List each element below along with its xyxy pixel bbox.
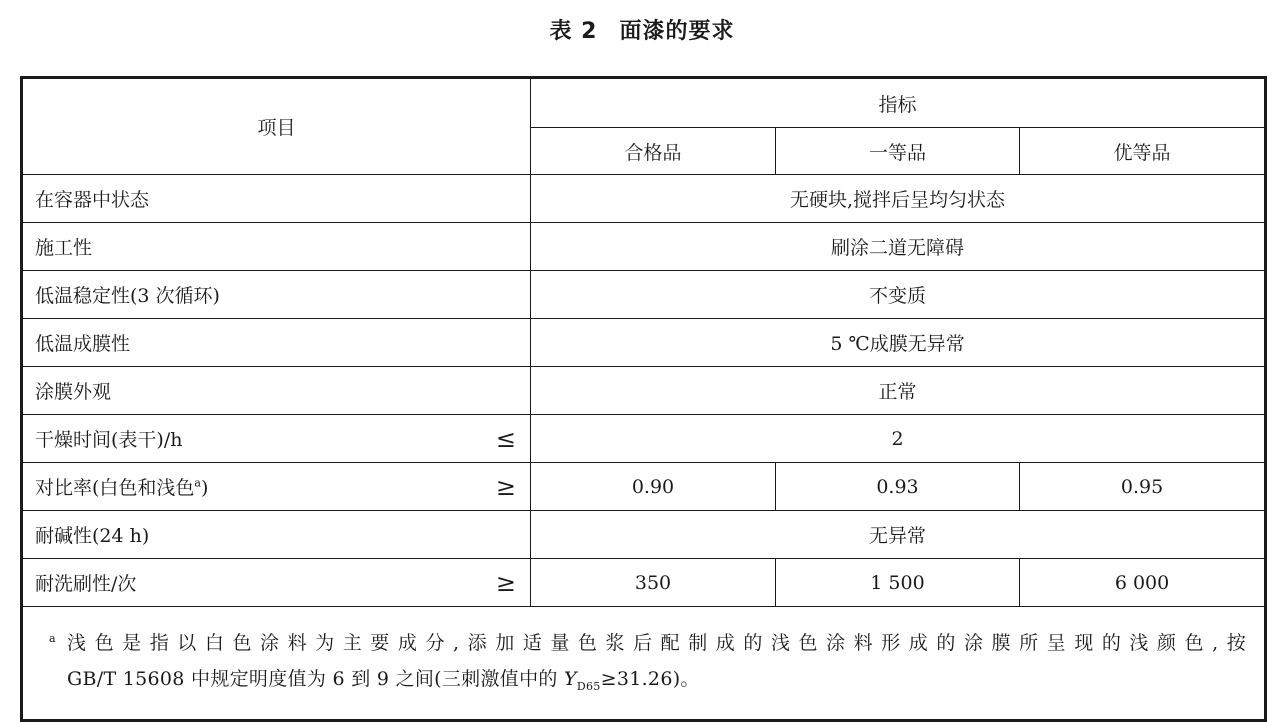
row-item-label: 干燥时间(表干)/h [35,429,183,451]
row-item-label: 低温稳定性(3 次循环) [35,285,220,307]
greater-equal-symbol: ≥ [495,568,516,597]
row-value-merged: 刷涂二道无障碍 [531,223,1266,271]
table-row [22,463,1266,511]
table-row [22,223,1266,271]
requirements-table [20,76,1267,722]
footnote-row [22,607,1266,721]
table-row [22,511,1266,559]
row-item-label: 在容器中状态 [35,189,150,211]
row-value-qualified: 350 [531,559,776,607]
row-item [22,319,531,367]
table-row [22,559,1266,607]
row-value-merged: 正常 [531,367,1266,415]
y-subscript: D65 [576,679,601,693]
row-item-label: 低温成膜性 [35,333,131,355]
table-row [22,415,1266,463]
footnote-ref: a [194,476,201,490]
y-symbol: Y [564,668,577,691]
row-item [22,175,531,223]
less-equal-symbol: ≤ [495,424,516,453]
row-value-first: 1 500 [776,559,1020,607]
row-item [22,367,531,415]
row-value-merged: 无硬块,搅拌后呈均匀状态 [531,175,1266,223]
row-value-superior: 0.95 [1020,463,1266,511]
footnote-line-2: GB/T 15608 中规定明度值为 6 到 9 之间(三刺激值中的 $Y_{D65}\ge 31.26$)。 [67,668,700,693]
row-item-label: 对比率(白色和浅色$^a$) [35,476,209,499]
row-value-superior: 6 000 [1020,559,1266,607]
header-grade-qualified: 合格品 [531,128,776,175]
row-value-merged: 5 ℃成膜无异常 [531,319,1266,367]
row-item [22,415,531,463]
table-row [22,175,1266,223]
footnote [22,607,1266,721]
row-value-qualified: 0.90 [531,463,776,511]
row-item-label: 耐碱性(24 h) [35,525,150,547]
row-value-first: 0.93 [776,463,1020,511]
table-caption: 面漆的要求 [619,19,735,44]
row-item-label: 施工性 [35,237,93,259]
header-grade-first: 一等品 [776,128,1020,175]
row-item-label: 耐洗刷性/次 [35,573,137,595]
row-value-merged: 2 [531,415,1266,463]
row-item [22,463,531,511]
table-row [22,271,1266,319]
footnote-mark: a [49,632,56,645]
table-number: 表 2 [549,19,598,44]
header-grade-superior: 优等品 [1020,128,1266,175]
row-value-merged: 不变质 [531,271,1266,319]
row-item [22,559,531,607]
table-row [22,367,1266,415]
footnote-line-1: 浅色是指以白色涂料为主要成分,添加适量色浆后配制成的浅色涂料形成的涂膜所呈现的浅颜色,按 [67,632,1247,655]
row-item-label: 涂膜外观 [35,381,112,403]
table-title [0,14,1284,45]
row-item [22,223,531,271]
row-item [22,271,531,319]
greater-equal-symbol: ≥ [495,472,516,501]
row-item [22,511,531,559]
header-row-1 [22,78,1266,128]
row-value-merged: 无异常 [531,511,1266,559]
header-item: 项目 [22,78,531,175]
table-row [22,319,1266,367]
header-indicator: 指标 [531,78,1266,128]
